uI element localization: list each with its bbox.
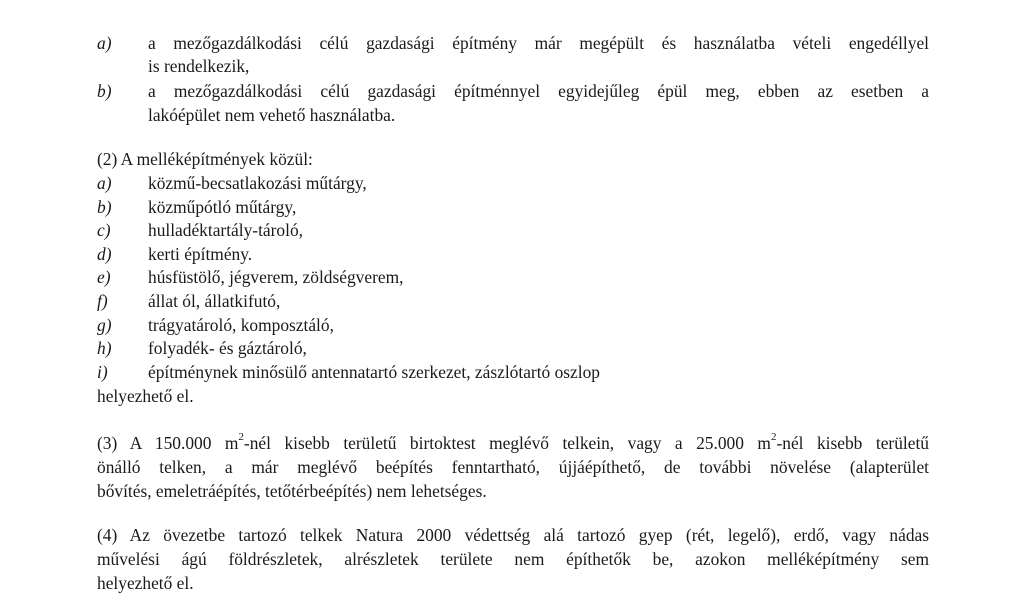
list-marker: d) bbox=[97, 244, 112, 264]
list-item-text: állat ól, állatkifutó, bbox=[148, 291, 281, 311]
list-item-text: közműpótló műtárgy, bbox=[148, 197, 297, 217]
paragraph-text: helyezhető el. bbox=[97, 573, 194, 593]
paragraph-text: (4) Az övezetbe tartozó telkek Natura 2000 védettség alá tartozó gyep (rét, legelő), erdő, vagy nádas bbox=[97, 525, 929, 545]
list-item-text: építménynek minősülő antennatartó szerkezet, zászlótartó oszlop bbox=[148, 362, 600, 382]
list-item-text: a mezőgazdálkodási célú gazdasági építmény már megépült és használatba vételi engedéllyel bbox=[148, 33, 929, 53]
paragraph-text: önálló telken, a már meglévő beépítés fenntartható, újjáépíthető, de további növelése (alapterület bbox=[97, 457, 929, 477]
list-marker: i) bbox=[97, 362, 108, 382]
superscript: 2 bbox=[770, 431, 777, 444]
list-marker: b) bbox=[97, 197, 112, 217]
list-marker: h) bbox=[97, 338, 112, 358]
paragraph-closing: helyezhető el. bbox=[97, 386, 194, 406]
list-marker: g) bbox=[97, 315, 112, 335]
list-item-text: folyadék- és gáztároló, bbox=[148, 338, 307, 358]
list-item-text: húsfüstölő, jégverem, zöldségverem, bbox=[148, 267, 404, 287]
paragraph-text-segment: -nél kisebb területű birtoktest meglévő telkein, vagy a 25.000 m bbox=[243, 433, 771, 453]
paragraph-text: művelési ágú földrészletek, alrészletek területe nem építhetők be, azokon melléképítmény sem bbox=[97, 549, 929, 569]
list-marker: e) bbox=[97, 267, 111, 287]
list-marker: b) bbox=[97, 81, 112, 101]
paragraph-text: bővítés, emeletráépítés, tetőtérbeépítés) nem lehetséges. bbox=[97, 481, 487, 501]
list-marker: c) bbox=[97, 220, 111, 240]
superscript: 2 bbox=[238, 431, 244, 444]
list-item-text: is rendelkezik, bbox=[148, 56, 250, 76]
list-item-text: a mezőgazdálkodási célú gazdasági építménnyel egyidejűleg épül meg, ebben az esetben a bbox=[148, 81, 929, 101]
list-item-text: lakóépület nem vehető használatba. bbox=[148, 105, 396, 125]
paragraph-text bbox=[97, 432, 929, 454]
list-item-text: trágyatároló, komposztáló, bbox=[148, 315, 334, 335]
list-marker: a) bbox=[97, 33, 112, 53]
paragraph-heading: (2) A melléképítmények közül: bbox=[97, 149, 313, 169]
paragraph-text-segment: -nél kisebb területű bbox=[776, 433, 929, 453]
list-marker: f) bbox=[97, 291, 108, 311]
list-item-text: hulladéktartály-tároló, bbox=[148, 220, 304, 240]
list-item-text: közmű-becsatlakozási műtárgy, bbox=[148, 173, 367, 193]
list-marker: a) bbox=[97, 173, 112, 193]
list-item-text: kerti építmény. bbox=[148, 244, 253, 264]
paragraph-text-segment: (3) A 150.000 m bbox=[97, 433, 239, 453]
